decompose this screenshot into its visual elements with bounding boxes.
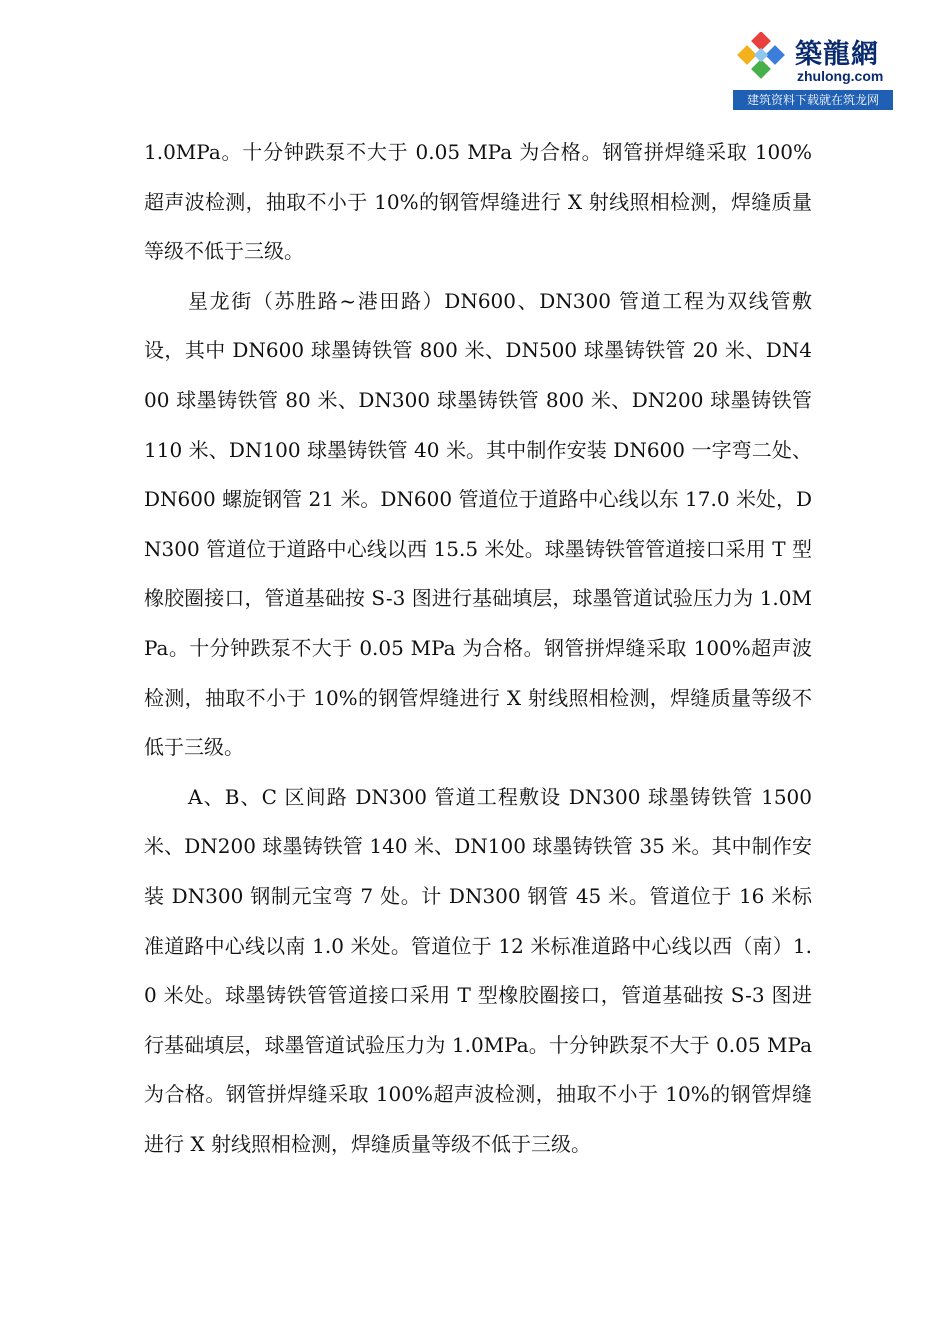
logo-name: 築龍網 bbox=[795, 39, 879, 70]
paragraph-1: 1.0MPa。十分钟跌泵不大于 0.05 MPa 为合格。钢管拼焊缝采取 100%超声波检测，抽取不小于 10%的钢管焊缝进行 X 射线照相检测，焊缝质量等级不低于三级。 bbox=[144, 140, 812, 264]
paragraph-2: 星龙街（苏胜路~港田路）DN600、DN300 管道工程为双线管敷设，其中 DN600 球墨铸铁管 800 米、DN500 球墨铸铁管 20 米、DN400 球墨铸铁管 80 米、DN300 球墨铸铁管 800 米、DN200 球墨铸铁管 110 米、DN100 球墨铸铁管 40 米。其中制作安装 DN600 一字弯二处、DN600 螺旋钢管 21 米。DN600 管道位于道路中心线以东 17.0 米处，DN300 管道位于道路中心线以西 15.5 米处。球墨铸铁管管道接口采用 T 型橡胶圈接口，管道基础按 S-3 图进行基础填层，球墨管道试验压力为 1.0MPa。十分钟跌泵不大于 0.05 MPa 为合格。钢管拼焊缝采取 100%超声波检测，抽取不小于 10%的钢管焊缝进行 X 射线照相检测，焊缝质量等级不低于三级。 bbox=[144, 288, 812, 760]
logo-mark-icon bbox=[735, 32, 789, 86]
document-body bbox=[144, 128, 812, 1169]
logo-domain: zhulong.com bbox=[797, 68, 884, 84]
zhulong-logo bbox=[733, 28, 893, 110]
paragraph-3: A、B、C 区间路 DN300 管道工程敷设 DN300 球墨铸铁管 1500 米、DN200 球墨铸铁管 140 米、DN100 球墨铸铁管 35 米。其中制作安装 DN300 钢制元宝弯 7 处。计 DN300 钢管 45 米。管道位于 16 米标准道路中心线以南 1.0 米处。管道位于 12 米标准道路中心线以西（南）1.0 米处。球墨铸铁管管道接口采用 T 型橡胶圈接口，管道基础按 S-3 图进行基础填层，球墨管道试验压力为 1.0MPa。十分钟跌泵不大于 0.05 MPa 为合格。钢管拼焊缝采取 100%超声波检测，抽取不小于 10%的钢管焊缝进行 X 射线照相检测，焊缝质量等级不低于三级。 bbox=[144, 784, 812, 1156]
logo-top bbox=[733, 28, 893, 90]
logo-slogan: 建筑资料下载就在筑龙网 bbox=[733, 90, 893, 110]
